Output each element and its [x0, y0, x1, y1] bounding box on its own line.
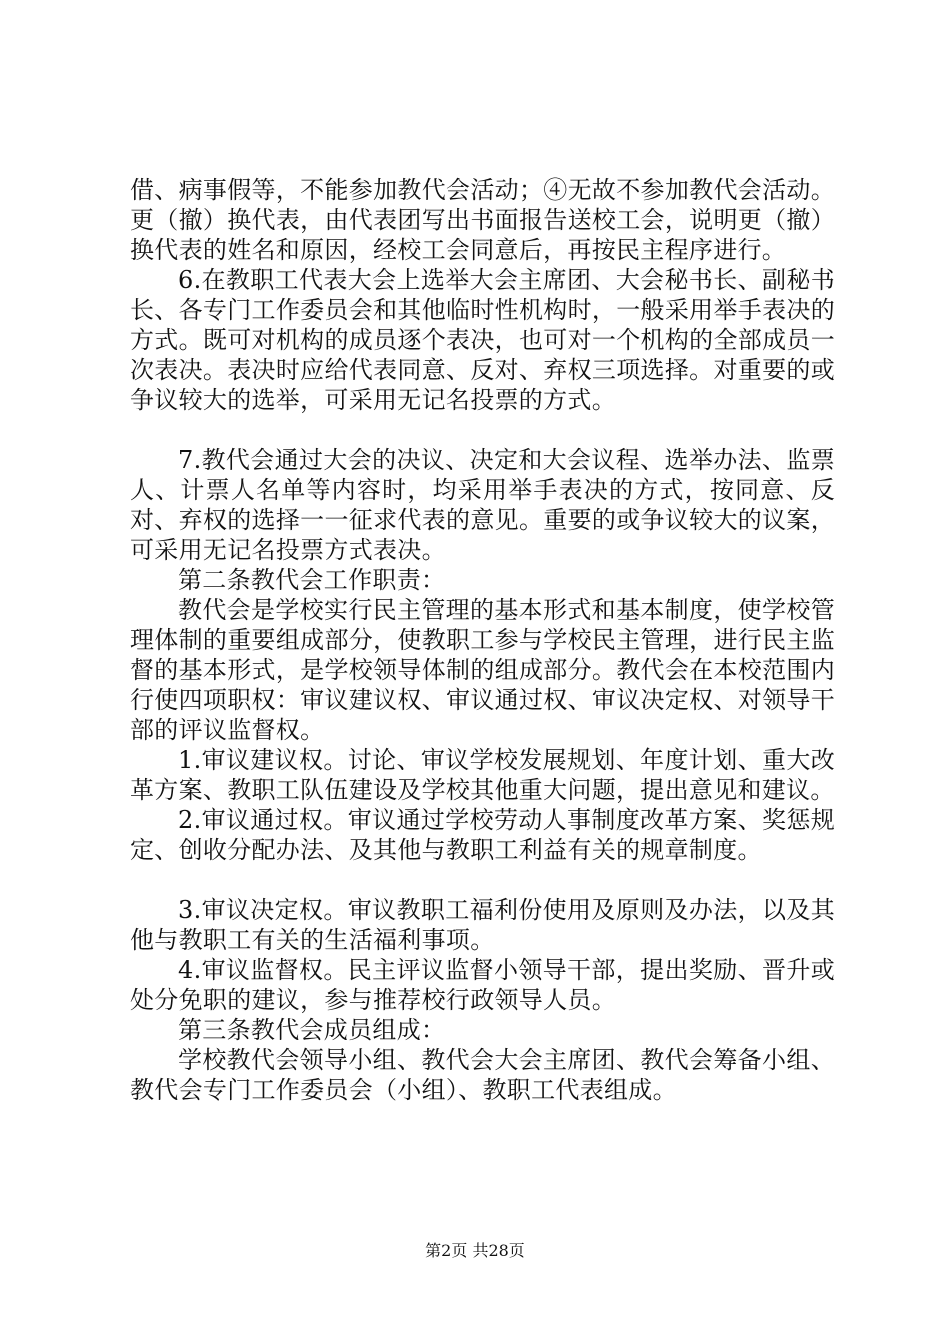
section-heading-article-2: 第二条教代会工作职责： [178, 566, 446, 594]
paragraph-power-2: 2.审议通过权。审议通过学校劳动人事制度改革方案、奖惩规定、创收分配办法、及其他与教职工利益有关的规章制度。 [130, 806, 835, 864]
page-number-footer: 第2页 共28页 [425, 1241, 525, 1260]
document-body [130, 175, 835, 1105]
paragraph-article-3-body: 学校教代会领导小组、教代会大会主席团、教代会筹备小组、教代会专门工作委员会（小组）、教职工代表组成。 [130, 1046, 835, 1104]
paragraph-continuation: 借、病事假等，不能参加教代会活动；④无故不参加教代会活动。更（撤）换代表，由代表团写出书面报告送校工会，说明更（撤）换代表的姓名和原因，经校工会同意后，再按民主程序进行。 [130, 176, 835, 264]
paragraph-power-1: 1.审议建议权。讨论、审议学校发展规划、年度计划、重大改革方案、教职工队伍建设及学校其他重大问题，提出意见和建议。 [130, 746, 835, 804]
section-heading-article-3: 第三条教代会成员组成： [178, 1016, 446, 1044]
paragraph-gap [130, 865, 835, 895]
paragraph-gap [130, 415, 835, 445]
paragraph-item-7: 7.教代会通过大会的决议、决定和大会议程、选举办法、监票人、计票人名单等内容时，均采用举手表决的方式，按同意、反对、弃权的选择一一征求代表的意见。重要的或争议较大的议案，可采用无记名投票方式表决。 [130, 446, 835, 564]
paragraph-article-2-body: 教代会是学校实行民主管理的基本形式和基本制度，使学校管理体制的重要组成部分，使教职工参与学校民主管理，进行民主监督的基本形式，是学校领导体制的组成部分。教代会在本校范围内行使四项职权：审议建议权、审议通过权、审议决定权、对领导干部的评议监督权。 [130, 596, 835, 744]
paragraph-power-3: 3.审议决定权。审议教职工福利份使用及原则及办法，以及其他与教职工有关的生活福利事项。 [130, 896, 835, 954]
paragraph-power-4: 4.审议监督权。民主评议监督小领导干部，提出奖励、晋升或处分免职的建议，参与推荐校行政领导人员。 [130, 956, 835, 1014]
paragraph-item-6: 6.在教职工代表大会上选举大会主席团、大会秘书长、副秘书长、各专门工作委员会和其他临时性机构时，一般采用举手表决的方式。既可对机构的成员逐个表决，也可对一个机构的全部成员一次表决。表决时应给代表同意、反对、弃权三项选择。对重要的或争议较大的选举，可采用无记名投票的方式。 [130, 266, 835, 414]
